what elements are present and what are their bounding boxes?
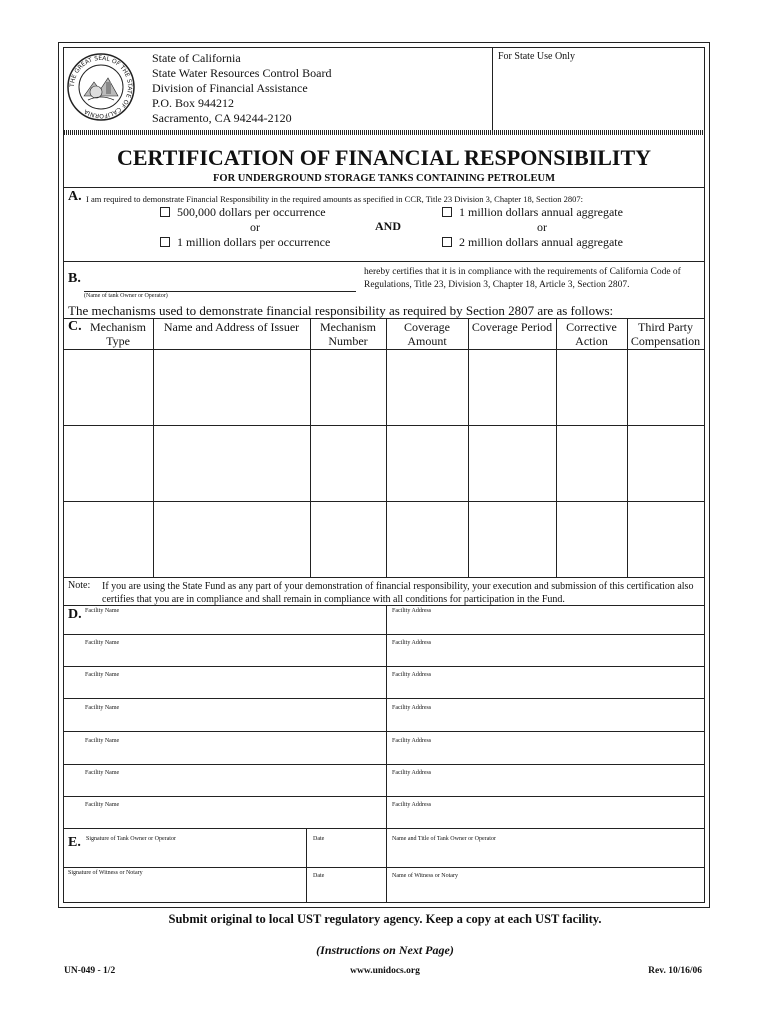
facility-address-label: Facility Address [392,672,432,678]
facility-name-label: Facility Name [85,640,120,646]
header-hatch-divider [64,130,704,135]
divider [64,187,704,188]
agency-address [152,51,331,126]
and-label: AND [375,219,401,233]
divider [64,828,704,829]
section-e-letter: E. [68,835,81,850]
witness-name-field[interactable] [388,882,702,901]
mechanisms-statement: The mechanisms used to demonstrate financial responsibility as required by Section 2807 are as follows: [68,303,614,318]
section-a-intro: I am required to demonstrate Financial Responsibility in the required amounts as specified in CCR, Title 23 Division 3, Chapter 18, Section 2807: [86,194,583,204]
svg-text:THE GREAT SEAL OF THE STATE OF: THE GREAT SEAL OF THE STATE OF CALIFORNIA [68,54,134,120]
owner-name-title-label: Name and Title of Tank Owner or Operator [392,836,496,842]
divider [64,261,704,262]
section-a-letter: A. [68,189,82,204]
col-issuer: Name and Address of Issuer [163,320,300,334]
state-use-only-label: For State Use Only [498,51,575,62]
address-line: P.O. Box 944212 [152,96,235,110]
col-mechanism-type: Mechanism Type [90,320,146,348]
option-500k-occurrence[interactable] [160,205,326,220]
facility-address-label: Facility Address [392,705,432,711]
owner-name-field[interactable] [84,276,356,292]
facility-address-label: Facility Address [392,770,432,776]
facility-name-label: Facility Name [85,608,120,614]
facility-row-5[interactable] [84,732,704,764]
submit-instructions: Submit original to local UST regulatory agency. Keep a copy at each UST facility. [168,912,602,926]
facility-address-label: Facility Address [392,608,432,614]
mechanism-row-2[interactable] [64,426,704,501]
facility-row-2[interactable] [84,635,704,666]
witness-name-label: Name of Witness or Notary [392,873,458,879]
section-b-letter: B. [68,271,81,286]
option-1m-occurrence[interactable] [160,235,330,250]
mechanism-row-3[interactable] [64,502,704,577]
col-coverage-amount: Coverage Amount [404,320,450,348]
col-corrective-action: Corrective Action [566,320,617,348]
section-b-certification: hereby certifies that it is in compliance with the requirements of California Code of Regulations, Title 23, Division 3, Chapter 18, Article 3, Section 2807. [364,267,681,290]
checkbox-1m-occurrence[interactable] [160,237,170,247]
divider [64,867,704,868]
option-label: 1 million dollars per occurrence [177,235,331,249]
facility-name-label: Facility Name [85,738,120,744]
owner-name-title-field[interactable] [388,846,702,866]
instructions-next-page: (Instructions on Next Page) [316,943,454,957]
address-line: State of California [152,51,241,65]
divider [64,577,704,578]
california-seal-icon [66,52,136,122]
checkbox-2m-aggregate[interactable] [442,237,452,247]
facility-name-label: Facility Name [85,802,120,808]
address-line: State Water Resources Control Board [152,66,332,80]
option-label: 500,000 dollars per occurrence [177,205,326,219]
owner-date-label: Date [313,836,325,842]
option-1m-aggregate[interactable] [442,205,623,220]
witness-date-field[interactable] [308,882,384,901]
owner-signature-field[interactable] [84,846,304,866]
divider [492,47,493,130]
facility-name-label: Facility Name [85,770,120,776]
option-label: 2 million dollars annual aggregate [459,235,623,249]
revision-date: Rev. 10/16/06 [648,966,702,976]
facility-name-label: Facility Name [85,705,120,711]
divider [386,828,387,903]
col-coverage-period: Coverage Period [471,320,553,334]
option-2m-aggregate[interactable] [442,235,623,250]
checkbox-500k-occurrence[interactable] [160,207,170,217]
witness-signature-label: Signature of Witness or Notary [68,870,143,876]
checkbox-1m-aggregate[interactable] [442,207,452,217]
facility-row-6[interactable] [84,765,704,796]
section-c-letter: C. [68,319,82,334]
website: www.unidocs.org [350,966,420,976]
facility-address-label: Facility Address [392,802,432,808]
witness-date-label: Date [313,873,325,879]
facility-row-1[interactable] [84,606,704,634]
col-mechanism-number: Mechanism Number [320,320,376,348]
or-right: or [537,220,547,234]
option-label: 1 million dollars annual aggregate [459,205,623,219]
owner-date-field[interactable] [308,846,384,866]
note-text: If you are using the State Fund as any part of your demonstration of financial responsibility, your execution and submission of this certification also certifies that you are in compliance and shall remain in compliance with all conditions for participation in the Fund. [102,581,694,605]
facility-address-label: Facility Address [392,738,432,744]
divider [306,828,307,903]
address-line: Sacramento, CA 94244-2120 [152,111,292,125]
col-third-party: Third Party Compensation [630,320,701,348]
form-number: UN-049 - 1/2 [64,966,116,976]
address-line: Division of Financial Assistance [152,81,308,95]
witness-signature-field[interactable] [66,880,304,901]
facility-row-3[interactable] [84,667,704,698]
section-d-letter: D. [68,607,82,622]
or-left: or [250,220,260,234]
owner-name-caption: (Name of tank Owner or Operator) [84,293,168,299]
mechanism-row-1[interactable] [64,350,704,425]
page-subtitle: FOR UNDERGROUND STORAGE TANKS CONTAINING PETROLEUM [213,173,555,184]
facility-address-label: Facility Address [392,640,432,646]
divider [64,318,704,319]
page-title: CERTIFICATION OF FINANCIAL RESPONSIBILITY [116,145,652,170]
facility-row-4[interactable] [84,699,704,731]
facility-row-7[interactable] [84,797,704,828]
facility-name-label: Facility Name [85,672,120,678]
note-label: Note: [68,580,91,591]
owner-signature-label: Signature of Tank Owner or Operator [86,836,176,842]
